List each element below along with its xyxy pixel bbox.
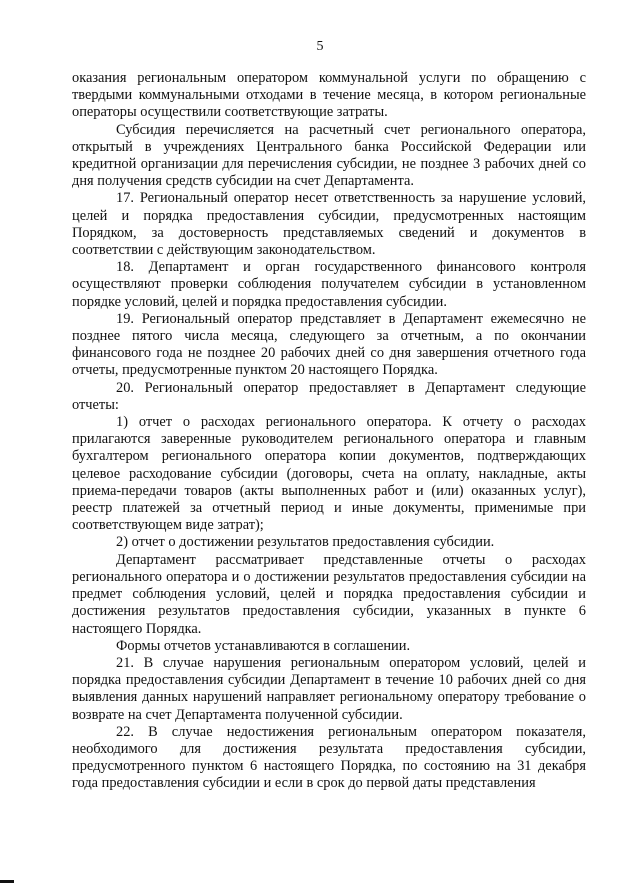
page-number: 5 [316,39,324,54]
scan-edge-mark [0,880,14,883]
paragraph-review: Департамент рассматривает представленные отчеты о расходах регионального оператора и о достижении результатов предоставления субсидии на предмет соблюдения условий, целей и порядка предоставления субсидии и достижения результатов предоставления субсидии, указанных в пункте 6 настоящего Порядка. [72,551,586,637]
paragraph-item-19: 19. Региональный оператор представляет в Департамент ежемесячно не позднее пятого числа месяца, следующего за отчетным, а по окончании финансового года не позднее 20 рабочих дней со дня завершения отчетного года отчеты, предусмотренные пунктом 20 настоящего Порядка. [72,310,586,379]
paragraph-continuation: оказания региональным оператором коммунальной услуги по обращению с твердыми коммунальными отходами в течение месяца, в котором региональные операторы осуществили соответствующие затраты. [72,70,586,121]
paragraph-item-20-2: 2) отчет о достижении результатов предоставления субсидии. [116,534,495,551]
paragraph-item-18: 18. Департамент и орган государственного финансового контроля осуществляют проверки соблюдения получателем субсидии в установленном порядке условий, целей и порядка предоставления субсидии. [72,259,586,310]
body-text [72,70,586,793]
paragraph-item-17: 17. Региональный оператор несет ответственность за нарушение условий, целей и порядка предоставления субсидии, предусмотренных настоящим Порядком, за достоверность представляемых сведений и документов в соответствии с действующим законодательством. [72,190,586,259]
paragraph-item-20-1: 1) отчет о расходах регионального оператора. К отчету о расходах прилагаются заверенные руководителем регионального оператора и главным бухгалтером регионального оператора копии документов, подтверждающих целевое расходование субсидии (договоры, счета на оплату, накладные, акты приема-передачи товаров (акты выполненных работ и (или) оказанных услуг), реестр платежей за отчетный период и иные документы, применимые при соответствующем виде затрат); [72,414,586,534]
paragraph-item-20: 20. Региональный оператор предоставляет в Департамент следующие отчеты: [72,379,586,413]
paragraph-subsidy-transfer: Субсидия перечисляется на расчетный счет регионального оператора, открытый в учреждениях Центрального банка Российской Федерации или кредитной организации для перечисления субсидии, не позднее 3 рабочих дней со дня получения средств субсидии на счет Департамента. [72,121,586,190]
paragraph-item-21: 21. В случае нарушения региональным оператором условий, целей и порядка предоставления субсидии Департамент в течение 10 рабочих дней со дня выявления данных нарушений направляет региональному оператору требование о возврате на счет Департамента полученной субсидии. [72,654,586,723]
paragraph-report-forms: Формы отчетов устанавливаются в соглашении. [116,637,411,654]
paragraph-item-22: 22. В случае недостижения региональным оператором показателя, необходимого для достижения результата предоставления субсидии, предусмотренного пунктом 6 настоящего Порядка, по состоянию на 31 декабря года предоставления субсидии и если в срок до первой даты представления [72,723,586,792]
